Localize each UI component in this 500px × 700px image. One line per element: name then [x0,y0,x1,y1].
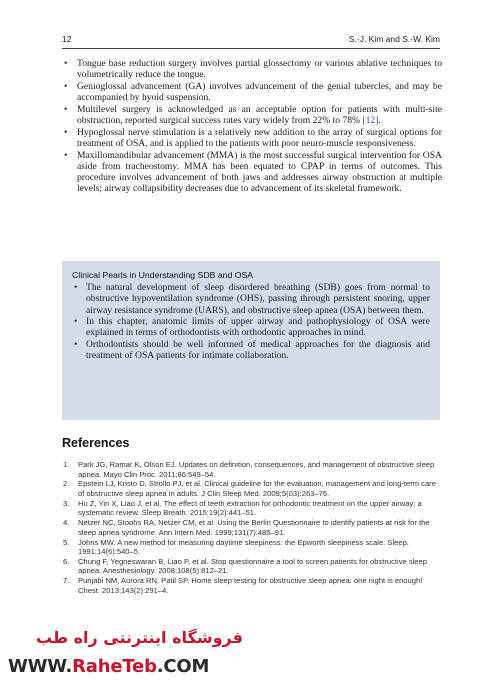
reference-item: 2. Epstein LJ, Kristo D, Strollo PJ, et al. Clinical guideline for the evaluation, management and long-term care of obstructive sleep apnea in adults. J Clin Sleep Med. 2009;5(03):263–76. [63,479,436,498]
bullet-item: • Multilevel surgery is acknowledged as an acceptable option for patients with multi-site obstruction, reported surgical success rates vary widely from 22% to 78% [12]. [64,103,442,127]
bullet-item: • Genioglossal advancement (GA) involves advancement of the genial tubercles, and may be accompanied by hyoid suspension. [64,80,442,104]
watermark-url: WWW.RaheTeb.COM [8,656,210,677]
references-list [62,460,442,596]
page-number: 12 [62,34,72,44]
reference-item: 1. Park JG, Ramar K, Olson EJ. Updates on definition, consequences, and management of obstructive sleep apnea. Mayo Clin Proc. 2011;86:549–54. [63,460,435,479]
pearl-item: • Orthodontists should be well informed of medical approaches for the diagnosis and treatment of OSA patients for intimate collaboration. [74,339,430,362]
watermark-persian-text: فروشگاه اینترنتی راه طب [36,628,243,647]
header-rule [62,48,440,49]
bullet-item: • Maxillomandibular advancement (MMA) is the most successful surgical intervention for OSA aside from tracheostomy. MMA has been equated to CPAP in terms of outcomes. This procedure involves advancement of both jaws and addresses airway obstruction at multiple levels; airway collapsibility decreases due to advancement of its skeletal framework. [64,149,442,195]
reference-item: 3. Hu Z, Yin X, Liao J, et al. The effect of teeth extraction for orthodontic treatment on the upper airway: a systematic review. Sleep Breath. 2015;19(2):441–51. [63,498,422,518]
pearl-item: • The natural development of sleep disordered breathing (SDB) goes from normal to obstructive hypoventilation syndrome (OHS), passing through persistent snoring, upper airway resistance syndrome (UARS), and obstructive sleep apnea (OSA) between them. [74,282,430,316]
surgical-options-list [62,58,442,195]
store-watermark [0,622,243,694]
running-head [62,34,440,48]
running-head-authors: S.-J. Kim and S.-W. Kim [348,34,440,44]
reference-item: 4. Netzer NC, Stoohs RA, Netzer CM, et al. Using the Berlin Questionnaire to identify patients at risk for the sleep apnea syndrome. Ann Intern Med. 1999;131(7):485–91. [63,518,430,537]
pearl-item: • In this chapter, anatomic limits of upper airway and pathophysiology of OSA were explained in terms of orthodontists with orthodontic approaches in mind. [74,316,430,339]
references-heading: References [62,436,130,450]
reference-item: 6. Chung F, Yegneswaran B, Liao P, et al. Stop questionnaire a tool to screen patients for obstructive sleep apnea. Anesthesiology. 2008;108(5):812–21. [63,556,427,576]
clinical-pearls-title: Clinical Pearls in Understanding SDB and OSA [72,270,254,280]
bullet-item: • Hypoglossal nerve stimulation is a relatively new addition to the array of surgical options for treatment of OSA, and is applied to the patients with poor neuro-muscle responsiveness. [64,126,442,149]
reference-item: 7. Punjabi NM, Aurora RN, Patil SP. Home sleep testing for obstructive sleep apnea: one night is enough! Chest. 2013;143(2):291–4. [63,576,423,595]
clinical-pearls-box [62,261,440,420]
citation-link[interactable]: [12] [362,115,379,127]
reference-item: 5. Johns MW. A new method for measuring daytime sleepiness: the Epworth sleepiness scale. Sleep. 1991;14(6):540–5. [63,537,409,557]
bullet-item: • Tongue base reduction surgery involves partial glossectomy or various ablative techniques to volumetrically reduce the tongue. [64,58,442,81]
